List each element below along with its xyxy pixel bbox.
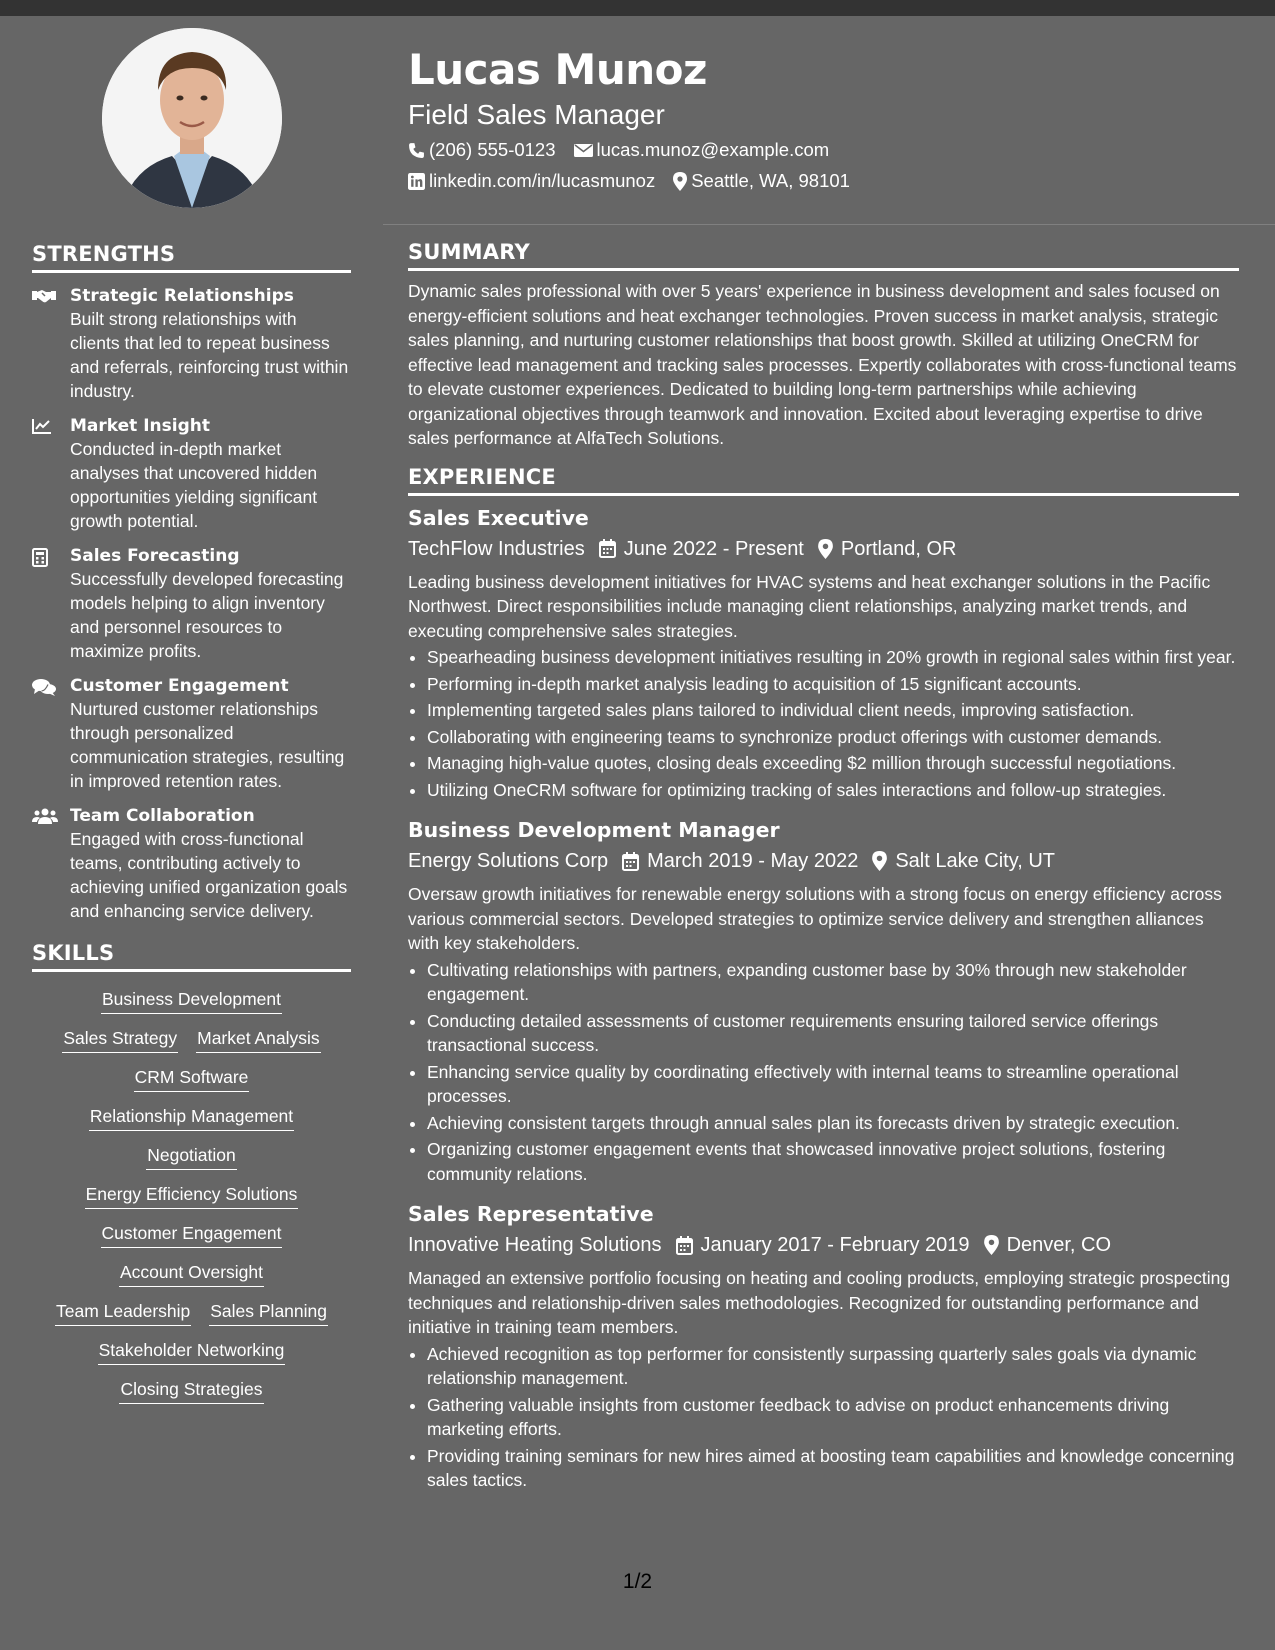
strength-desc: Built strong relationships with clients that led to repeat business and referrals, reinforcing trust within industry. [70, 309, 349, 401]
map-marker-icon [872, 851, 887, 871]
strength-item [32, 805, 351, 923]
calculator-icon [32, 545, 70, 663]
experience-heading: EXPERIENCE [408, 465, 1239, 496]
job-entry [408, 504, 1239, 803]
strength-title: Strategic Relationships [70, 286, 294, 306]
map-marker-icon [673, 172, 687, 191]
job-bullets [408, 958, 1239, 1187]
calendar-icon [622, 852, 639, 871]
job-company: Energy Solutions Corp [408, 850, 609, 872]
skill-tag: Customer Engagement [101, 1222, 283, 1248]
page-number: 1/2 [622, 1570, 653, 1593]
contact-email[interactable] [574, 138, 830, 162]
summary-text: Dynamic sales professional with over 5 years' experience in business development and sales focused on energy-efficient solutions and heat exchanger technologies. Proven success in market analysis, strategic sales planning, and nurturing customer relationships that boost growth. Skilled at utilizing OneCRM for effective lead management and tracking sales processes. Expertly collaborates with cross-functional teams to elevate customer experiences. Dedicated to building long-term partnerships while achieving organizational objectives through teamwork and innovation. Excited about leveraging expertise to drive sales performance at AlfaTech Solutions. [408, 281, 1237, 448]
map-marker-icon [984, 1235, 999, 1255]
skill-tag: Relationship Management [89, 1105, 294, 1131]
users-icon [32, 805, 70, 923]
strengths-heading: STRENGTHS [32, 242, 351, 273]
job-meta [408, 534, 1239, 564]
job-company: TechFlow Industries [408, 537, 585, 560]
job-bullet: • Conducting detailed assessments of customer requirements ensuring tailored service offerings transactional success. [427, 1009, 1239, 1058]
skill-tag: CRM Software [134, 1066, 250, 1092]
handshake-icon [32, 285, 70, 403]
top-bar [0, 0, 1275, 16]
skill-tag: Sales Strategy [62, 1027, 178, 1053]
contact-phone[interactable] [408, 138, 556, 162]
avatar [102, 28, 282, 208]
job-meta [408, 1230, 1239, 1260]
location-text: Seattle, WA, 98101 [691, 170, 850, 191]
job-role: Sales Executive [408, 505, 589, 530]
strength-item [32, 675, 351, 793]
job-location-text: Salt Lake City, UT [895, 850, 1056, 872]
strength-item [32, 415, 351, 533]
job-bullet: • Implementing targeted sales plans tailored to individual client needs, improving satisfaction. [427, 698, 1239, 723]
skill-tag: Business Development [101, 988, 282, 1014]
job-bullet: • Cultivating relationships with partners, expanding customer base by 30% through new stakeholder engagement. [427, 958, 1239, 1007]
job-bullet: • Utilizing OneCRM software for optimizing tracking of sales interactions and follow-up strategies. [427, 778, 1239, 803]
job-bullet: • Enhancing service quality by coordinating effectively with internal teams to streamline operational processes. [427, 1060, 1239, 1109]
envelope-icon [574, 143, 593, 158]
job-bullet: • Achieving consistent targets through annual sales plan its forecasts driven by strategic execution. [427, 1111, 1239, 1136]
skill-tag: Negotiation [146, 1144, 237, 1170]
job-bullet: • Spearheading business development initiatives resulting in 20% growth in regional sales within first year. [427, 645, 1239, 670]
job-role: Business Development Manager [408, 818, 780, 842]
job-bullet: • Gathering valuable insights from customer feedback to advise on product enhancements driving marketing efforts. [427, 1393, 1239, 1442]
linkedin-icon [408, 173, 425, 190]
header-divider [383, 224, 1275, 225]
job-bullet: • Organizing customer engagement events that showcased innovative project solutions, fostering community relations. [427, 1137, 1239, 1186]
candidate-title: Field Sales Manager [408, 99, 665, 130]
phone-icon [408, 142, 425, 159]
main-content [408, 240, 1239, 1493]
contact-row [408, 138, 1238, 162]
job-description: Managed an extensive portfolio focusing on heating and cooling products, employing strategic prospecting techniques and relationship-driven sales methodologies. Recognized for outstanding performance and initiative in training team members. [408, 1268, 1231, 1337]
map-marker-icon [818, 539, 833, 559]
job-dates-text: June 2022 - Present [623, 537, 804, 560]
calendar-icon [599, 539, 616, 558]
skills-list [32, 988, 351, 1404]
job-description: Oversaw growth initiatives for renewable energy solutions with a strong focus on energy efficiency across various commercial sectors. Developed strategies to optimize service delivery and strengthen alliances with key stakeholders. [408, 884, 1222, 953]
job-location [872, 846, 1055, 876]
contact-linkedin[interactable] [408, 169, 655, 193]
resume-header [408, 44, 1238, 193]
job-bullet: • Collaborating with engineering teams to synchronize product offerings with customer demands. [427, 725, 1239, 750]
strength-title: Customer Engagement [70, 676, 289, 696]
job-bullet: • Achieved recognition as top performer for consistently surpassing quarterly sales goals via dynamic relationship management. [427, 1342, 1239, 1391]
skill-tag: Stakeholder Networking [98, 1339, 286, 1365]
job-bullet: • Managing high-value quotes, closing deals exceeding $2 million through successful negotiations. [427, 751, 1239, 776]
skill-tag: Sales Planning [209, 1300, 328, 1326]
strength-desc: Engaged with cross-functional teams, contributing actively to achieving unified organization goals and enhancing service delivery. [70, 829, 348, 921]
job-location-text: Denver, CO [1006, 1234, 1112, 1256]
job-location [818, 534, 957, 564]
job-dates [622, 846, 858, 876]
job-role: Sales Representative [408, 1202, 654, 1226]
skill-tag: Closing Strategies [119, 1378, 263, 1404]
phone-text: (206) 555-0123 [429, 139, 556, 160]
skill-tag: Account Oversight [119, 1261, 264, 1287]
candidate-name: Lucas Munoz [408, 45, 707, 94]
skill-tag: Market Analysis [196, 1027, 321, 1053]
job-dates-text: March 2019 - May 2022 [647, 850, 859, 872]
job-bullet: • Providing training seminars for new hires aimed at boosting team capabilities and knowledge concerning sales tactics. [427, 1444, 1239, 1493]
strength-desc: Successfully developed forecasting models helping to align inventory and personnel resources to maximize profits. [70, 569, 344, 661]
summary-heading: SUMMARY [408, 240, 1239, 271]
job-meta [408, 846, 1239, 876]
comments-icon [32, 675, 70, 793]
job-dates-text: January 2017 - February 2019 [700, 1234, 970, 1256]
job-entry [408, 1200, 1239, 1493]
strength-desc: Conducted in-depth market analyses that uncovered hidden opportunities yielding significant growth potential. [70, 439, 318, 531]
strength-title: Sales Forecasting [70, 546, 240, 566]
strength-title: Market Insight [70, 416, 210, 436]
job-dates [599, 534, 804, 564]
job-entry [408, 816, 1239, 1186]
linkedin-text: linkedin.com/in/lucasmunoz [429, 170, 656, 191]
job-bullet: • Performing in-depth market analysis leading to acquisition of 15 significant accounts. [427, 672, 1239, 697]
chart-line-icon [32, 415, 70, 533]
strength-item [32, 545, 351, 663]
job-description: Leading business development initiatives for HVAC systems and heat exchanger solutions in the Pacific Northwest. Direct responsibilities include managing client relationships, analyzing market trends, and executing comprehensive sales strategies. [408, 571, 1211, 641]
job-company: Innovative Heating Solutions [408, 1234, 662, 1256]
strength-item [32, 285, 351, 403]
skill-tag: Energy Efficiency Solutions [85, 1183, 299, 1209]
skills-heading: SKILLS [32, 941, 351, 972]
job-location [984, 1230, 1111, 1260]
calendar-icon [676, 1236, 693, 1255]
sidebar [32, 28, 351, 1404]
job-bullets [408, 645, 1239, 802]
job-dates [676, 1230, 970, 1260]
strength-title: Team Collaboration [70, 806, 255, 826]
job-bullets [408, 1342, 1239, 1493]
contact-location [673, 169, 850, 193]
skill-tag: Team Leadership [55, 1300, 191, 1326]
strength-desc: Nurtured customer relationships through personalized communication strategies, resulting in improved retention rates. [70, 699, 345, 791]
email-text: lucas.munoz@example.com [596, 139, 830, 160]
contact-row [408, 169, 1238, 193]
job-location-text: Portland, OR [840, 537, 957, 560]
